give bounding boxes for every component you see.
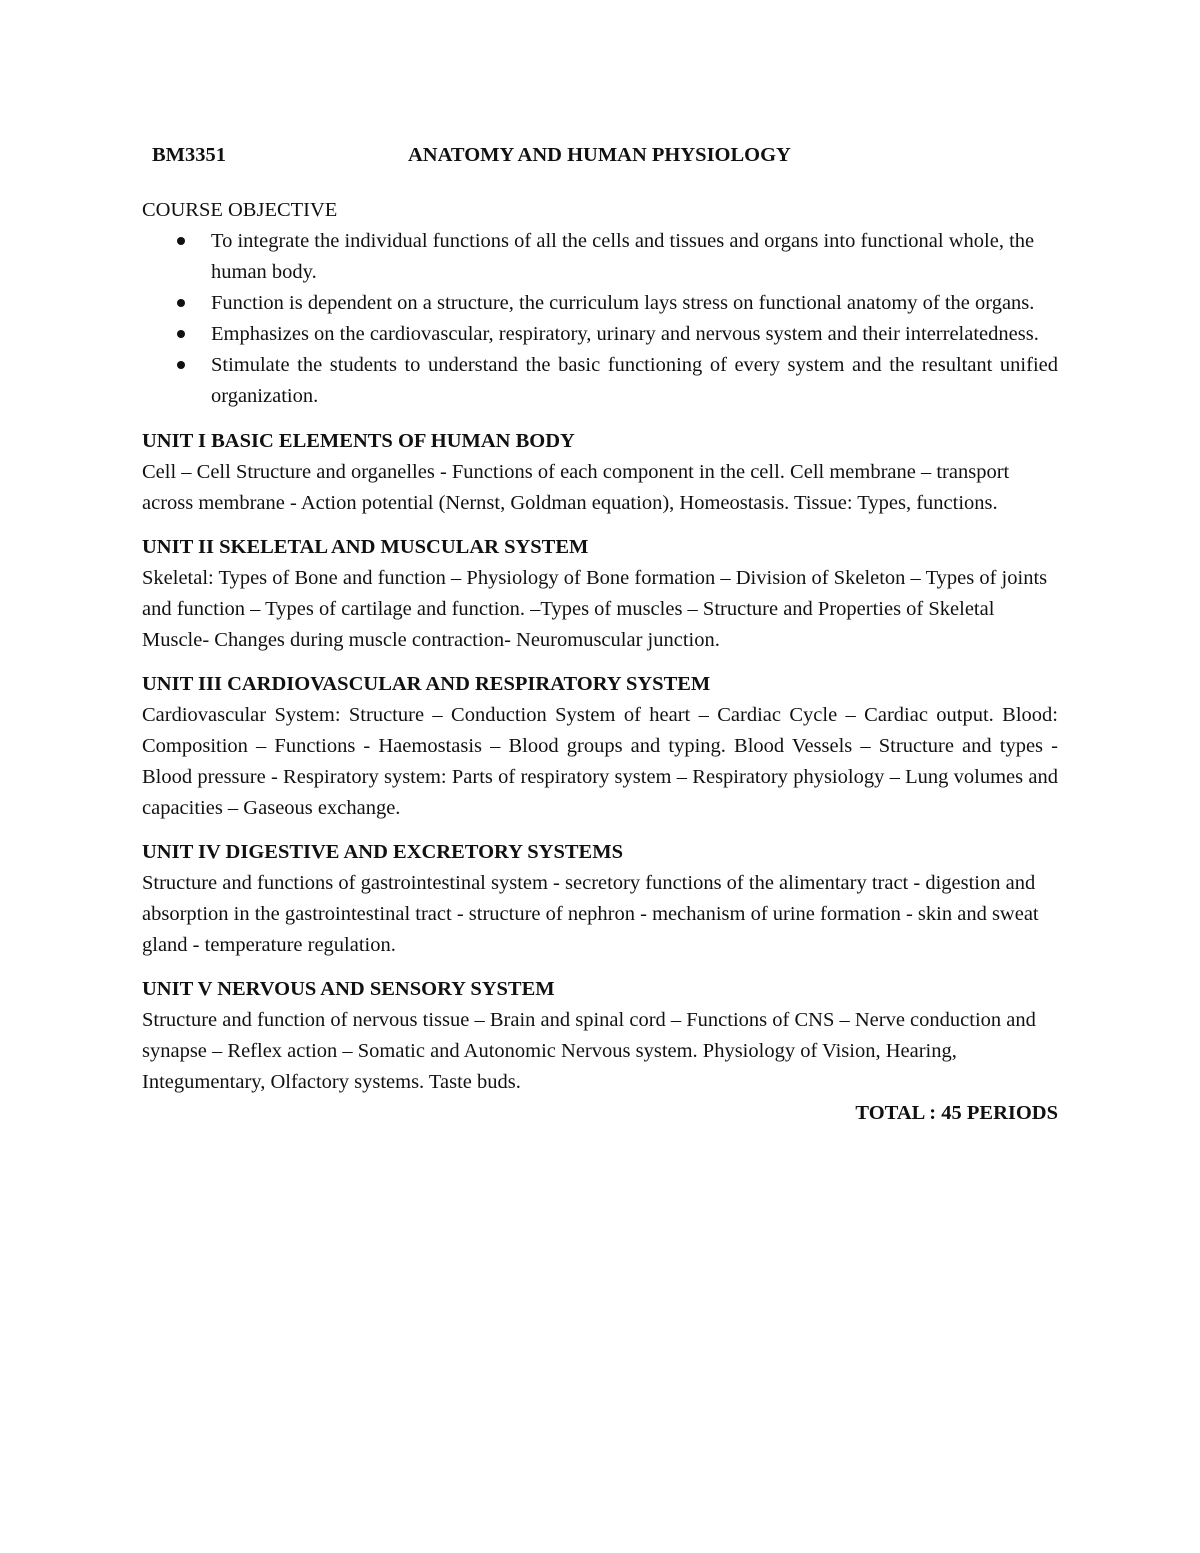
unit-heading: UNIT V NERVOUS AND SENSORY SYSTEM <box>142 978 555 1000</box>
total-periods: TOTAL : 45 PERIODS <box>855 1102 1058 1124</box>
objective-item <box>211 288 1058 319</box>
unit-heading: UNIT I BASIC ELEMENTS OF HUMAN BODY <box>142 430 575 452</box>
unit-heading: UNIT II SKELETAL AND MUSCULAR SYSTEM <box>142 536 589 558</box>
unit-heading: UNIT IV DIGESTIVE AND EXCRETORY SYSTEMS <box>142 841 623 863</box>
bullet-icon <box>177 361 185 369</box>
objective-item <box>211 350 1058 412</box>
objective-text: Stimulate the students to understand the basic functioning of every system and the resultant unified organization. <box>211 354 1058 407</box>
unit-body: Structure and functions of gastrointestinal system - secretory functions of the alimentary tract - digestion and absorption in the gastrointestinal tract - structure of nephron - mechanism of urine formation - skin and sweat gland - temperature regulation. <box>142 872 1039 956</box>
bullet-icon <box>177 299 185 307</box>
syllabus-content <box>142 140 1058 1129</box>
unit-2 <box>142 532 1058 656</box>
objective-text: Function is dependent on a structure, the curriculum lays stress on functional anatomy of the organs. <box>211 292 1035 314</box>
unit-3 <box>142 669 1058 824</box>
objective-item <box>211 226 1058 288</box>
course-title: ANATOMY AND HUMAN PHYSIOLOGY <box>408 144 791 166</box>
unit-body: Skeletal: Types of Bone and function – Physiology of Bone formation – Division of Skeleton – Types of joints and function – Types of cartilage and function. –Types of muscles – Structure and Properties of Skeletal Muscle- Changes during muscle contraction- Neuromuscular junction. <box>142 567 1048 651</box>
unit-body: Structure and function of nervous tissue – Brain and spinal cord – Functions of CNS – Nerve conduction and synapse – Reflex action – Somatic and Autonomic Nervous system. Physiology of Vision, Hearing, Integumentary, Olfactory systems. Taste buds. <box>142 1009 1036 1093</box>
course-header <box>142 140 1058 171</box>
objective-list <box>142 226 1058 412</box>
objective-text: To integrate the individual functions of all the cells and tissues and organs into functional whole, the human body. <box>211 230 1035 283</box>
objective-text: Emphasizes on the cardiovascular, respiratory, urinary and nervous system and their interrelatedness. <box>211 323 1039 345</box>
bullet-icon <box>177 330 185 338</box>
course-objective-heading: COURSE OBJECTIVE <box>142 199 338 221</box>
bullet-icon <box>177 237 185 245</box>
unit-4 <box>142 837 1058 961</box>
unit-1 <box>142 426 1058 519</box>
course-code: BM3351 <box>152 144 227 166</box>
unit-body: Cardiovascular System: Structure – Conduction System of heart – Cardiac Cycle – Cardiac output. Blood: Composition – Functions - Haemostasis – Blood groups and typing. Blood Vessels – Structure and types - Blood pressure - Respiratory system: Parts of respiratory system – Respiratory physiology – Lung volumes and capacities – Gaseous exchange. <box>142 704 1058 819</box>
unit-5 <box>142 974 1058 1098</box>
objective-item <box>211 319 1058 350</box>
unit-heading: UNIT III CARDIOVASCULAR AND RESPIRATORY SYSTEM <box>142 673 711 695</box>
unit-body: Cell – Cell Structure and organelles - Functions of each component in the cell. Cell membrane – transport across membrane - Action potential (Nernst, Goldman equation), Homeostasis. Tissue: Types, functions. <box>142 461 1010 514</box>
